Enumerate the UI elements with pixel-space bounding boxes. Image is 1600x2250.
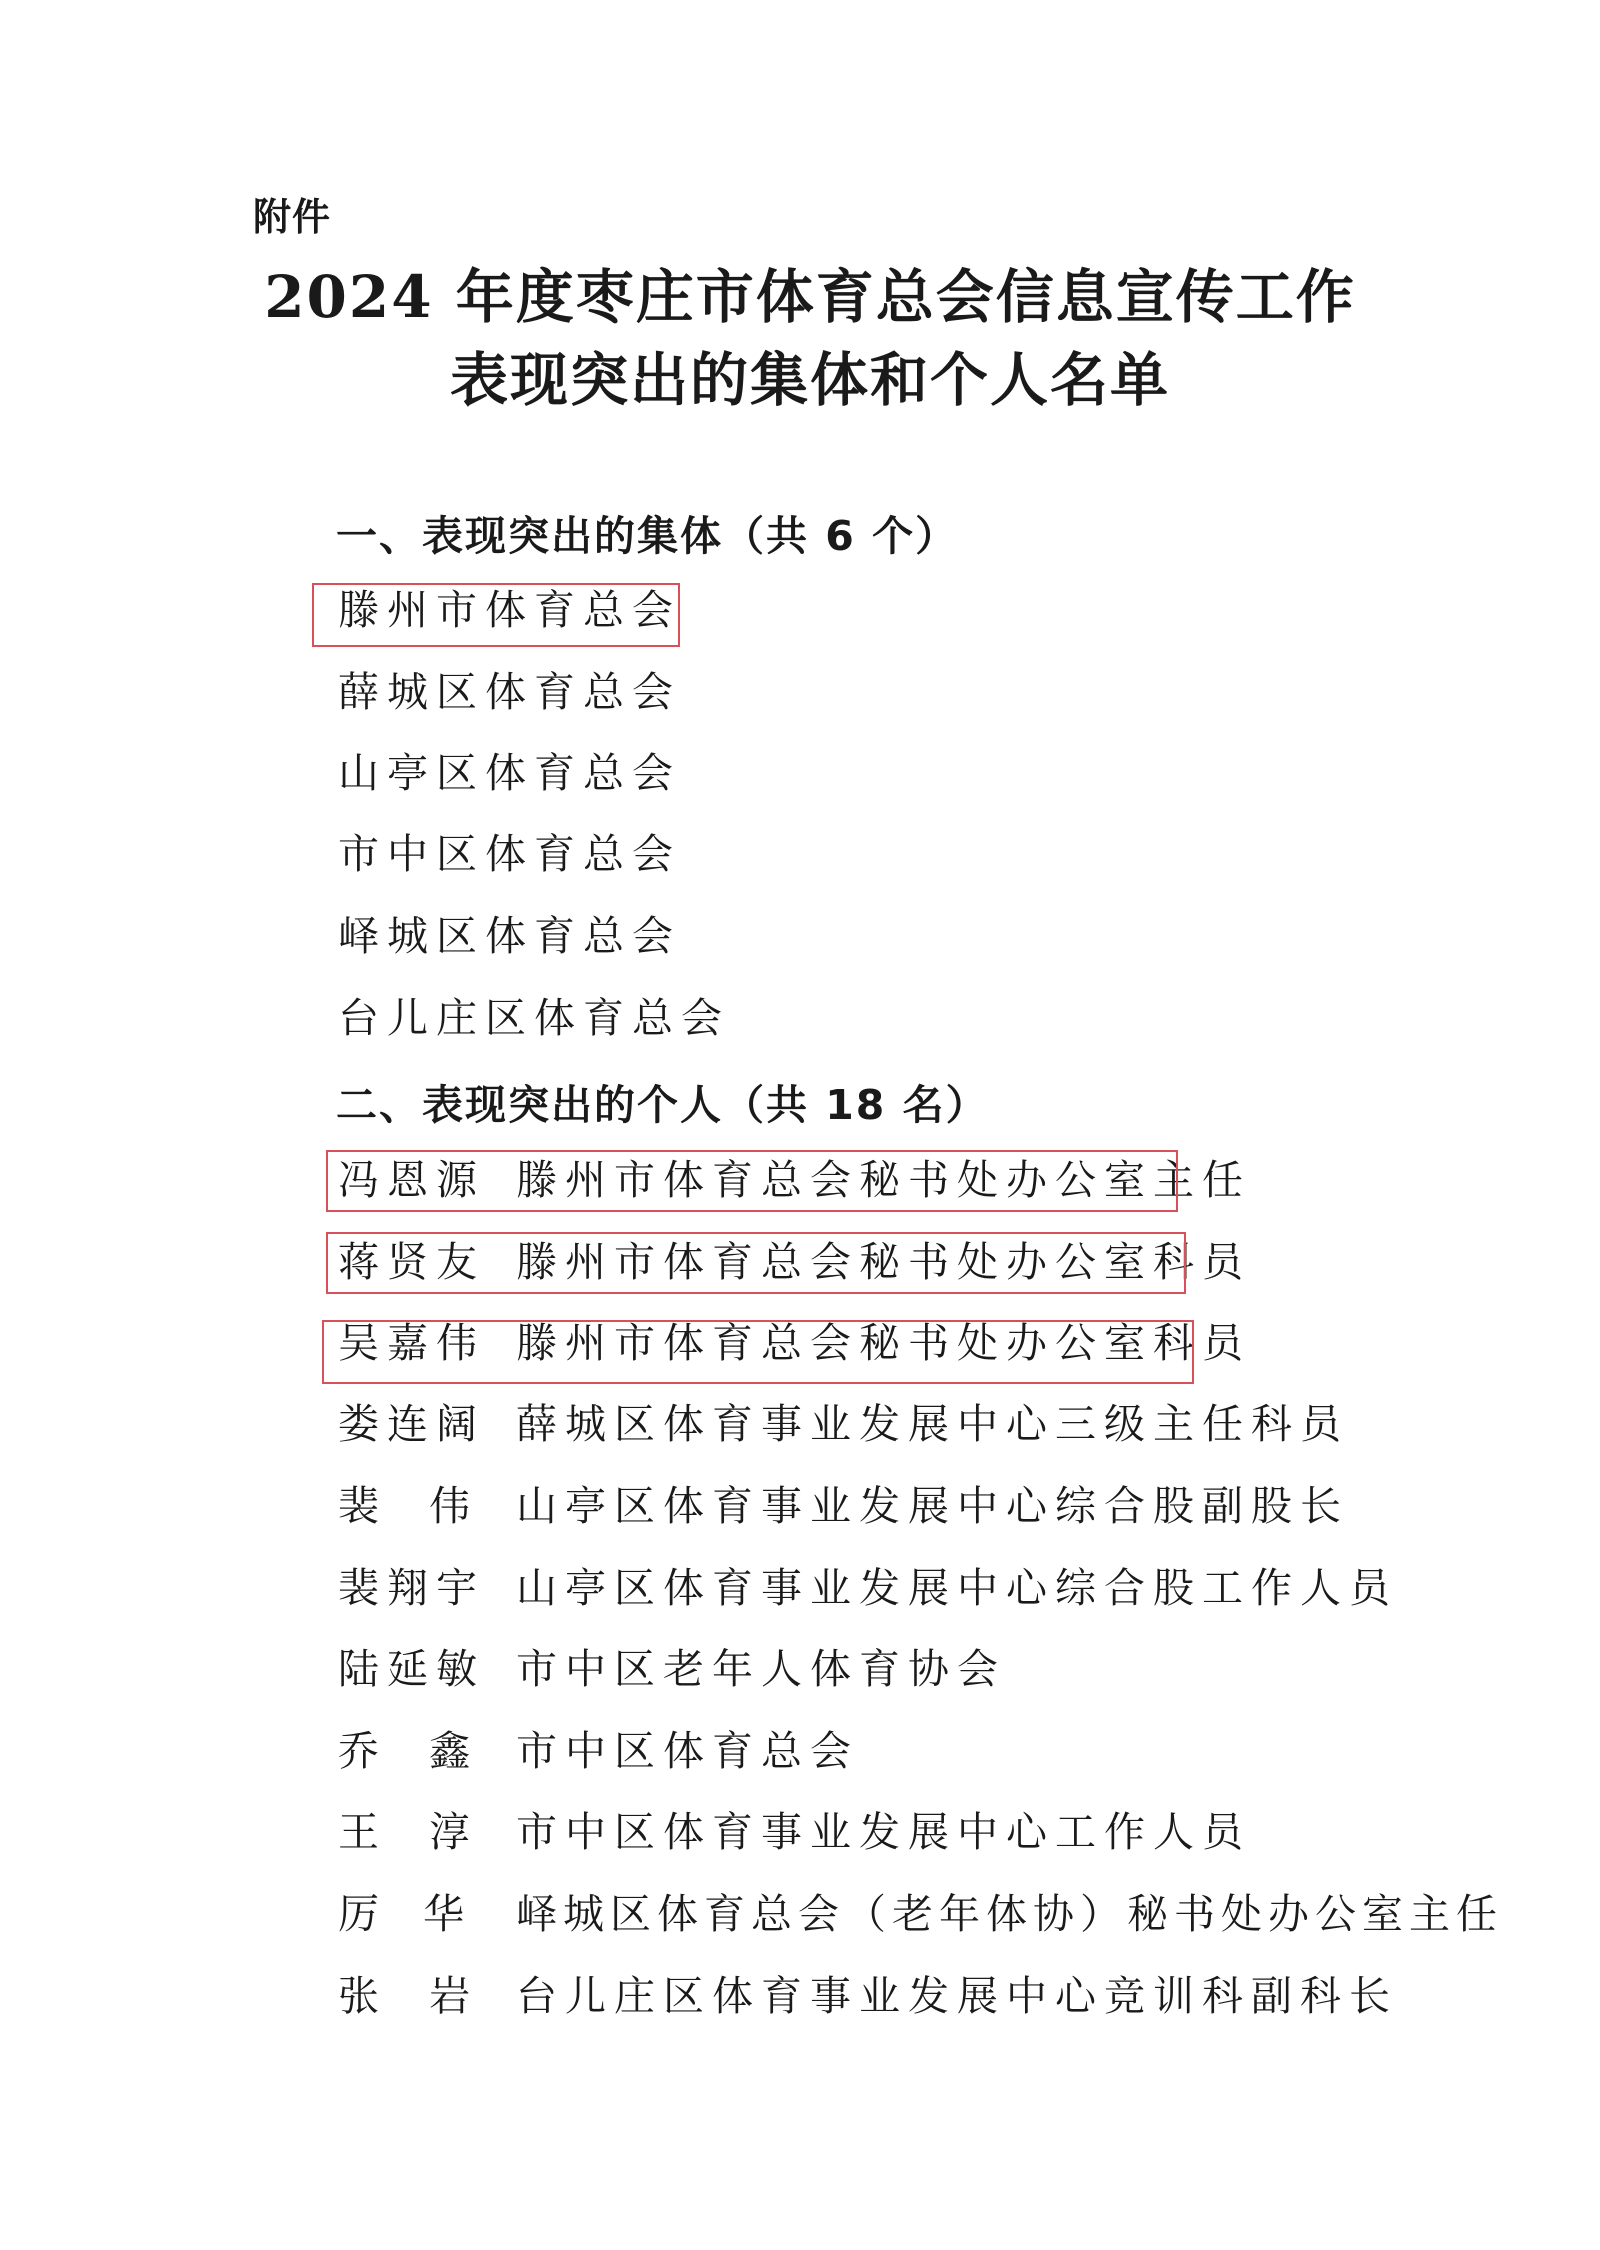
individual-name: 吴嘉伟 bbox=[338, 1319, 485, 1367]
individual-item bbox=[338, 1639, 1006, 1699]
individual-org: 市中区体育总会 bbox=[516, 1727, 859, 1775]
collective-item: 台儿庄区体育总会 bbox=[338, 994, 730, 1042]
section2-heading: 二、表现突出的个人（共 18 名） bbox=[336, 1081, 989, 1129]
individual-org: 市中区老年人体育协会 bbox=[516, 1645, 1006, 1693]
highlight-box bbox=[326, 1150, 1178, 1212]
individual-item bbox=[338, 1966, 1398, 2026]
document-title-line1: 2024 年度枣庄市体育总会信息宣传工作 bbox=[264, 263, 1356, 331]
individual-name: 乔 鑫 bbox=[338, 1727, 479, 1775]
individual-name: 王 淳 bbox=[338, 1808, 479, 1856]
individual-name: 裴翔宇 bbox=[338, 1564, 485, 1612]
individual-item bbox=[338, 1802, 1251, 1862]
individual-name: 蒋贤友 bbox=[338, 1238, 485, 1286]
individual-org: 滕州市体育总会秘书处办公室科员 bbox=[516, 1319, 1251, 1367]
individual-org: 峄城区体育总会（老年体协）秘书处办公室主任 bbox=[516, 1890, 1503, 1938]
highlight-box bbox=[312, 583, 680, 647]
individual-item bbox=[338, 1721, 859, 1781]
individual-name: 张 岩 bbox=[338, 1972, 479, 2020]
collective-item: 薛城区体育总会 bbox=[338, 668, 681, 716]
section1-heading: 一、表现突出的集体（共 6 个） bbox=[336, 512, 959, 560]
individual-org: 山亭区体育事业发展中心综合股工作人员 bbox=[516, 1564, 1398, 1612]
individual-org: 滕州市体育总会秘书处办公室科员 bbox=[516, 1238, 1251, 1286]
individual-name: 陆延敏 bbox=[338, 1645, 485, 1693]
individual-item bbox=[338, 1558, 1398, 1618]
individual-name: 冯恩源 bbox=[338, 1156, 485, 1204]
collective-item: 峄城区体育总会 bbox=[338, 912, 681, 960]
collective-item: 市中区体育总会 bbox=[338, 830, 681, 878]
individual-item bbox=[338, 1884, 1503, 1944]
collective-item: 滕州市体育总会 bbox=[338, 586, 681, 634]
individual-item bbox=[338, 1394, 1349, 1454]
individual-name: 裴 伟 bbox=[338, 1482, 479, 1530]
individual-org: 滕州市体育总会秘书处办公室主任 bbox=[516, 1156, 1251, 1204]
individual-org: 山亭区体育事业发展中心综合股副股长 bbox=[516, 1482, 1349, 1530]
individual-name: 娄连阔 bbox=[338, 1400, 485, 1448]
individual-org: 台儿庄区体育事业发展中心竞训科副科长 bbox=[516, 1972, 1398, 2020]
highlight-box bbox=[326, 1232, 1186, 1294]
individual-org: 薛城区体育事业发展中心三级主任科员 bbox=[516, 1400, 1349, 1448]
attachment-label: 附件 bbox=[253, 195, 332, 239]
individual-org: 市中区体育事业发展中心工作人员 bbox=[516, 1808, 1251, 1856]
individual-item bbox=[338, 1476, 1349, 1536]
document-title-line2: 表现突出的集体和个人名单 bbox=[449, 346, 1170, 414]
highlight-box bbox=[322, 1320, 1194, 1384]
collective-item: 山亭区体育总会 bbox=[338, 749, 681, 797]
individual-name: 厉 华 bbox=[338, 1890, 471, 1938]
